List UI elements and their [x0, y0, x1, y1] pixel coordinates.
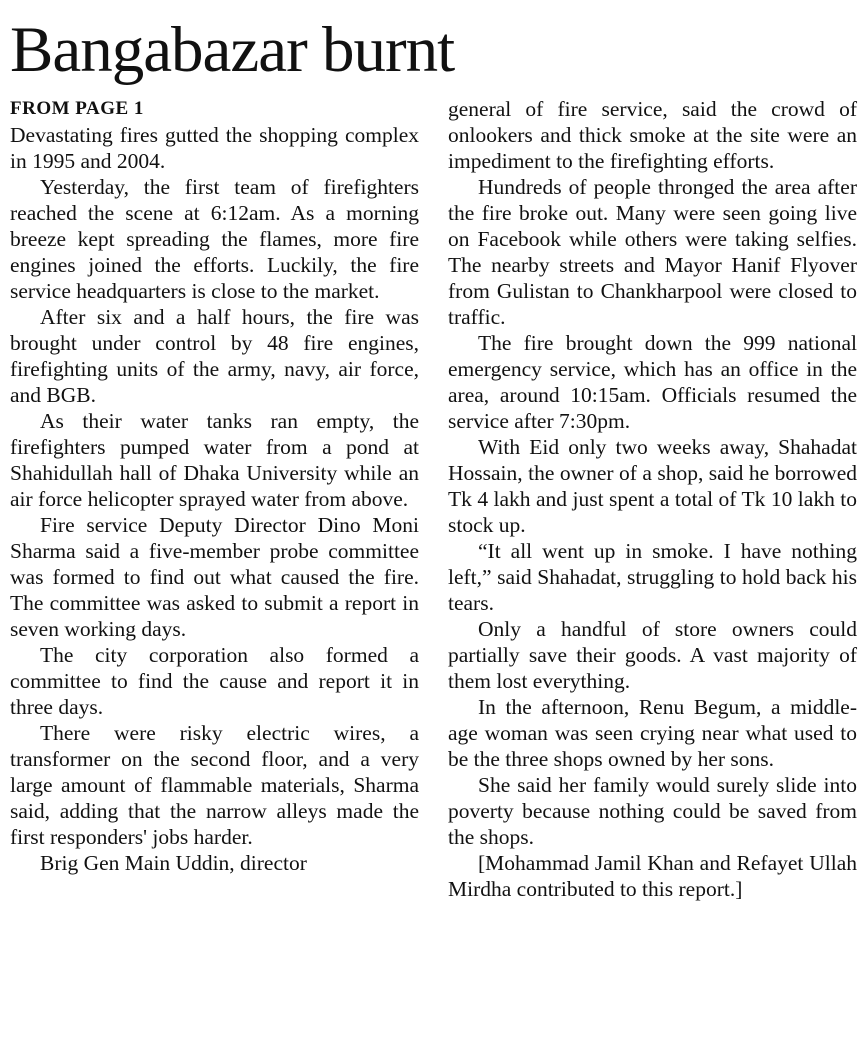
paragraph: Hundreds of people thronged the area after the fire broke out. Many were seen going live on Facebook while others were taking selfies. The nearby streets and Mayor Hanif Flyover from Gulistan to Chankharpool were closed to traffic. [448, 175, 857, 329]
paragraph: In the afternoon, Renu Begum, a middle-age woman was seen crying near what used to be the three shops owned by her sons. [448, 695, 857, 771]
article-column-left [10, 96, 419, 876]
paragraph: Devastating fires gutted the shopping complex in 1995 and 2004. [10, 123, 419, 173]
paragraph-continued: general of fire service, said the crowd of onlookers and thick smoke at the site were an impediment to the firefighting efforts. [448, 97, 857, 173]
article-column-right [448, 96, 857, 902]
paragraph: Brig Gen Main Uddin, director [40, 851, 307, 875]
paragraph: The city corporation also formed a committee to find the cause and report it in three days. [10, 643, 419, 719]
contributors-note: [Mohammad Jamil Khan and Refayet Ullah Mirdha contributed to this report.] [448, 851, 857, 901]
paragraph: Fire service Deputy Director Dino Moni Sharma said a five-member probe committee was formed to find out what caused the fire. The committee was asked to submit a report in seven working days. [10, 513, 419, 641]
paragraph: She said her family would surely slide into poverty because nothing could be saved from the shops. [448, 773, 857, 849]
paragraph: Yesterday, the first team of firefighters reached the scene at 6:12am. As a morning breeze kept spreading the flames, more fire engines joined the efforts. Luckily, the fire service headquarters is close to the market. [10, 175, 419, 303]
jump-label: FROM PAGE 1 [10, 98, 144, 119]
paragraph: Only a handful of store owners could partially save their goods. A vast majority of them lost everything. [448, 617, 857, 693]
paragraph: With Eid only two weeks away, Shahadat Hossain, the owner of a shop, said he borrowed Tk 4 lakh and just spent a total of Tk 10 lakh to stock up. [448, 435, 857, 537]
paragraph: The fire brought down the 999 national emergency service, which has an office in the area, around 10:15am. Officials resumed the service after 7:30pm. [448, 331, 857, 433]
paragraph: As their water tanks ran empty, the firefighters pumped water from a pond at Shahidullah hall of Dhaka University while an air force helicopter sprayed water from above. [10, 409, 419, 511]
paragraph: There were risky electric wires, a transformer on the second floor, and a very large amount of flammable materials, Sharma said, adding that the narrow alleys made the first responders' jobs harder. [10, 721, 419, 849]
paragraph: “It all went up in smoke. I have nothing left,” said Shahadat, struggling to hold back his tears. [448, 539, 857, 615]
paragraph: After six and a half hours, the fire was brought under control by 48 fire engines, firefighting units of the army, navy, air force, and BGB. [10, 305, 419, 407]
headline: Bangabazar burnt [10, 14, 455, 86]
